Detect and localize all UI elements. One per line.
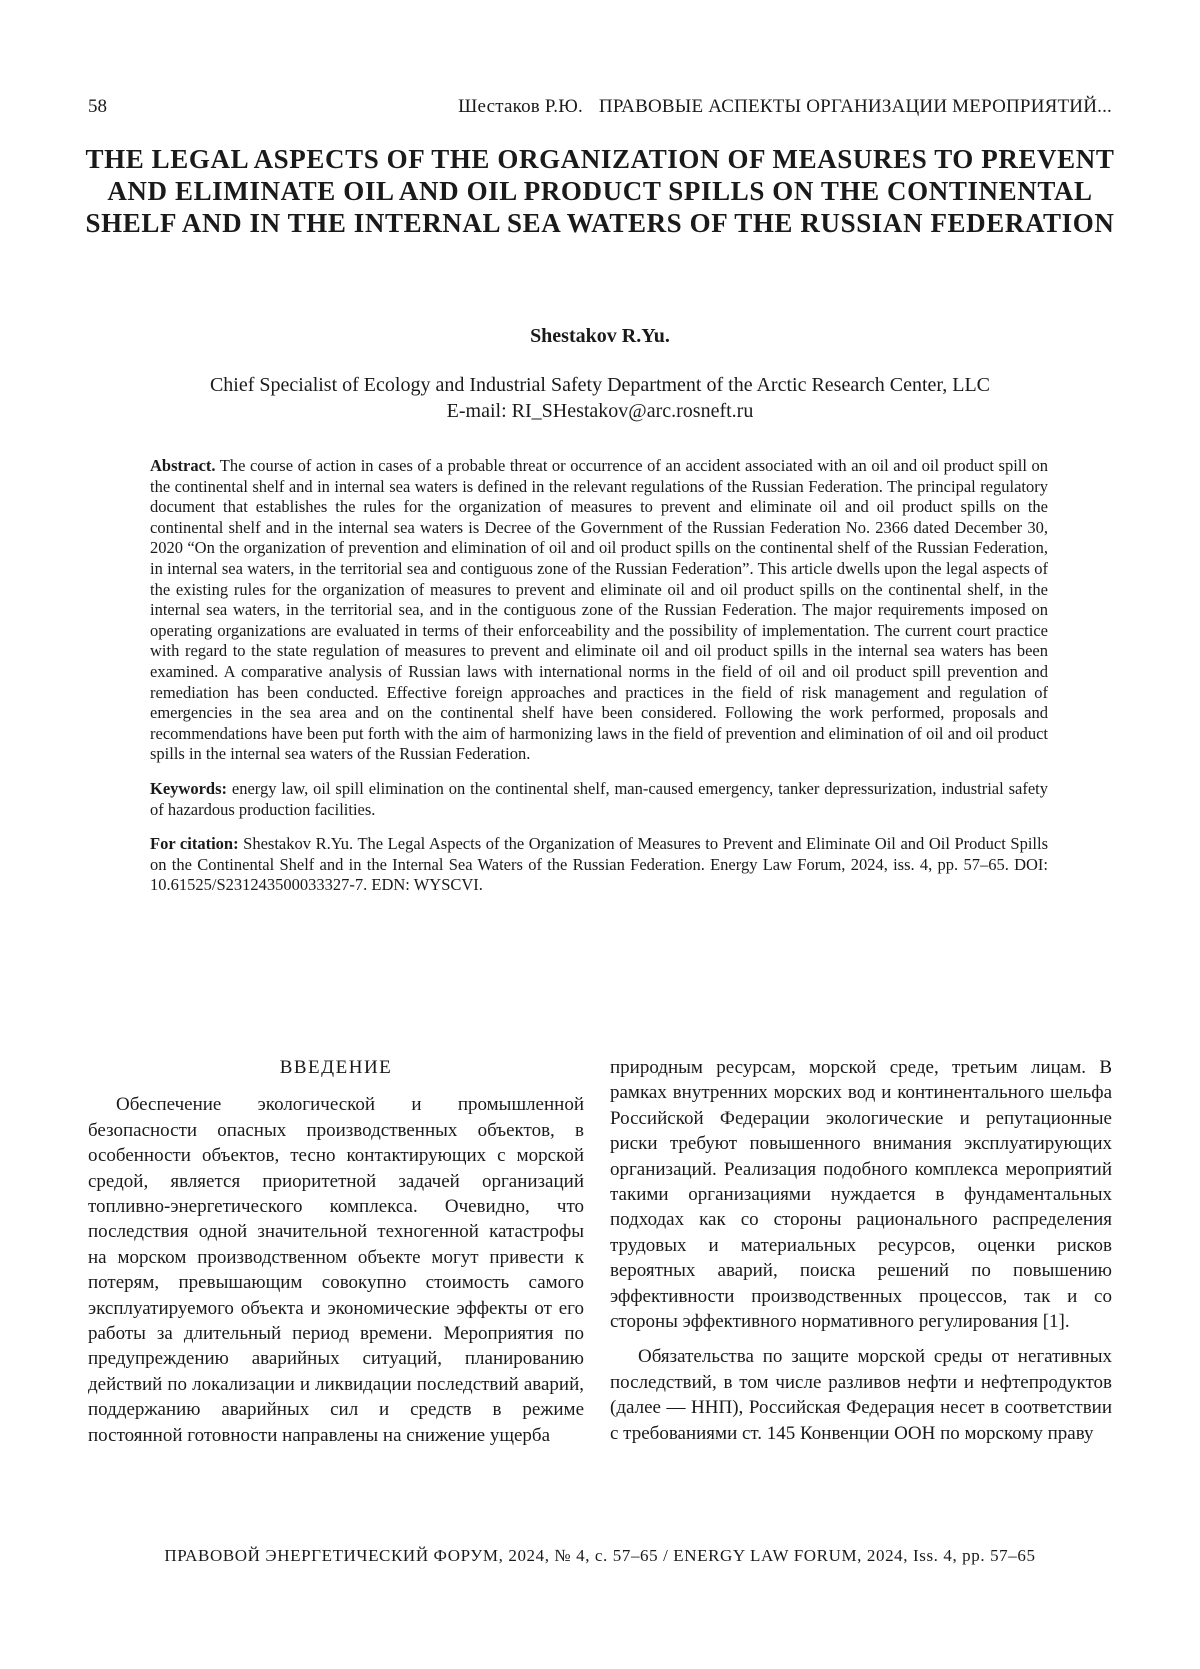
running-footer: ПРАВОВОЙ ЭНЕРГЕТИЧЕСКИЙ ФОРУМ, 2024, № 4, с. 57–65 / ENERGY LAW FORUM, 2024, Iss. 4, pp. 57–65	[164, 1546, 1036, 1565]
body-column-left	[88, 1055, 584, 1448]
abstract-text: The course of action in cases of a probable threat or occurrence of an accident associated with an oil and oil product spill on the continental shelf and in internal sea waters is defined in the relevant regulations of the Russian Federation. The principal regulatory document that establishes the rules for the organization of measures to prevent and eliminate oil and oil product spills on the continental shelf and in the internal sea waters is Decree of the Government of the Russian Federation No. 2366 dated December 30, 2020 “On the organization of prevention and elimination of oil and oil product spills on the continental shelf of the Russian Federation, in internal sea waters, in the territorial sea and contiguous zone of the Russian Federation”. This article dwells upon the legal aspects of the existing rules for the organization of measures to prevent and eliminate oil and oil product spills on the continental shelf, in the internal sea waters, in the territorial sea, and in the contiguous zone of the Russian Federation. The major requirements imposed on operating organizations are evaluated in terms of their enforceability and the possibility of implementation. The current court practice with regard to the state regulation of measures to prevent and eliminate oil and oil product spills in the internal sea waters has been examined. A comparative analysis of Russian laws with international norms in the field of oil and oil product spill prevention and remediation has been conducted. Effective foreign approaches and practices in the field of risk management and regulation of emergencies in the sea area and on the continental shelf have been considered. Following the work performed, proposals and recommendations have been put forth with the aim of harmonizing laws in the field of prevention and elimination of oil and oil product spills in the internal sea waters of the Russian Federation.	[150, 456, 1049, 764]
citation	[150, 834, 1048, 896]
running-header-title: ПРАВОВЫЕ АСПЕКТЫ ОРГАНИЗАЦИИ МЕРОПРИЯТИЙ...	[598, 96, 1112, 117]
abstract-block	[150, 456, 1048, 910]
running-header-text	[458, 96, 1112, 118]
affiliation-text: Chief Specialist of Ecology and Industrial Safety Department of the Arctic Research Center, LLC	[209, 374, 991, 396]
body-column-right	[610, 1055, 1112, 1446]
email-label: E-mail:	[446, 400, 512, 422]
email-link[interactable]: RI_SHestakov@arc.rosneft.ru	[511, 400, 754, 422]
section-heading-introduction: ВВЕДЕНИЕ	[279, 1057, 393, 1078]
abstract	[150, 456, 1048, 765]
author-affiliation	[100, 372, 1100, 424]
citation-text: Shestakov R.Yu. The Legal Aspects of the Organization of Measures to Prevent and Eliminate Oil and Oil Product Spills on the Continental Shelf and in the Internal Sea Waters of the Russian Federation. Energy Law Forum, 2024, iss. 4, pp. 57–65. DOI: 10.61525/S231243500033327-7. EDN: WYSCVI.	[150, 834, 1048, 895]
keywords-text: energy law, oil spill elimination on the continental shelf, man-caused emergency, tanker depressurization, industrial safety of hazardous production facilities.	[150, 778, 1048, 819]
keywords	[150, 779, 1048, 820]
page-number: 58	[88, 96, 107, 117]
body-paragraph: природным ресурсам, морской среде, третьим лицам. В рамках внутренних морских вод и континентального шельфа Российской Федерации экологические и репутационные риски требуют повышенного внимания эксплуатирующих организаций. Реализация подобного комплекса мероприятий такими организациями нуждается в фундаментальных подходах как со стороны рационального распределения трудовых и материальных ресурсов, оценки рисков вероятных аварий, поиска решений по повышению эффективности производственных процессов, так и со стороны эффективного нормативного регулирования [1].	[610, 1057, 1112, 1333]
email-line	[100, 398, 1100, 424]
author-name: Shestakov R.Yu.	[530, 325, 670, 347]
body-paragraph: Обеспечение экологической и промышленной безопасности опасных производственных объектов, в особенности объектов, тесно контактирующих с морской средой, является приоритетной задачей организаций топливно-энергетического комплекса. Очевидно, что последствия одной значительной техногенной катастрофы на морском производственном объекте могут привести к потерям, превышающим совокупно стоимость самого эксплуатируемого объекта и экономические эффекты от его работы за длительный период времени. Мероприятия по предупреждению аварийных ситуаций, планированию действий по локализации и ликвидации последствий аварий, поддержанию аварийных сил и средств в режиме постоянной готовности направлены на снижение ущерба	[88, 1094, 584, 1446]
abstract-label: Abstract.	[150, 456, 216, 475]
keywords-label: Keywords:	[150, 778, 227, 798]
body-paragraph: Обязательства по защите морской среды от негативных последствий, в том числе разливов нефти и нефтепродуктов (далее — ННП), Российская Федерация несет в соответствии с требованиями ст. 145 Конвенции ООН по морскому праву	[610, 1346, 1112, 1444]
citation-label: For citation:	[150, 834, 239, 854]
running-header-author: Шестаков Р.Ю.	[458, 96, 583, 117]
running-header	[88, 96, 1112, 122]
article-title: THE LEGAL ASPECTS OF THE ORGANIZATION OF MEASURES TO PREVENT AND ELIMINATE OIL AND OIL PRODUCT SPILLS ON THE CONTINENTAL SHELF AND IN THE INTERNAL SEA WATERS OF THE RUSSIAN FEDERATION	[85, 144, 1115, 238]
